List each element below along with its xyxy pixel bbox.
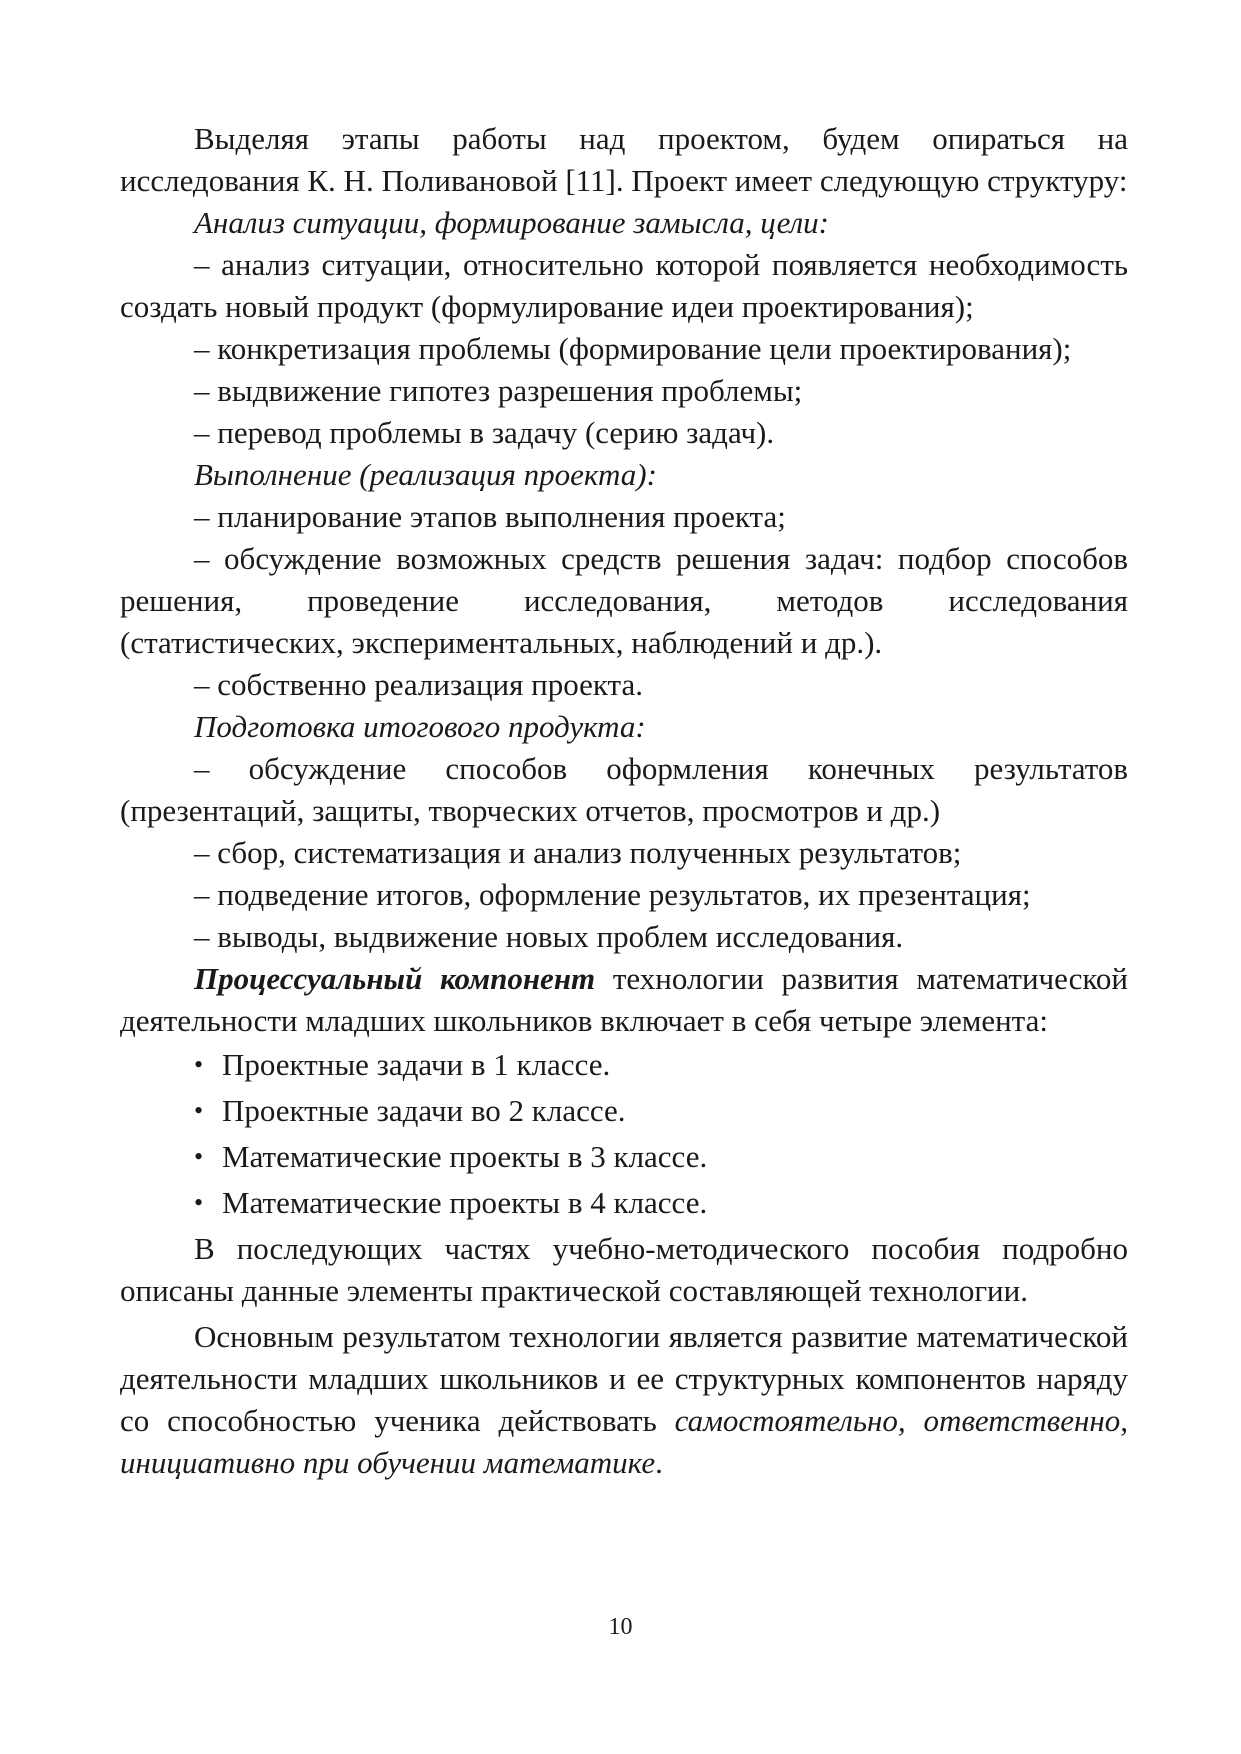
- bullet-icon: •: [194, 1142, 204, 1171]
- bullet-item: [120, 1182, 1128, 1226]
- bullet-icon: •: [194, 1050, 204, 1079]
- list-item: – анализ ситуации, относительно которой появляется необходимость создать новый продукт (формулирование идеи проектирования);: [120, 247, 1128, 324]
- bullet-text: Математические проекты в 3 классе.: [222, 1139, 708, 1174]
- list-item: – конкретизация проблемы (формирование цели проектирования);: [194, 331, 1072, 366]
- process-component-term: Процессуальный компонент: [194, 961, 596, 996]
- process-component-text: технологии развития математической деятельности младших школьников включает в себя четыре элемента:: [120, 961, 1128, 1038]
- section-heading-execution: Выполнение (реализация проекта):: [194, 457, 657, 492]
- section-heading-analysis: Анализ ситуации, формирование замысла, цели:: [194, 205, 829, 240]
- result-text-end: .: [655, 1445, 663, 1480]
- bullet-item: [120, 1136, 1128, 1180]
- subsequent-parts-paragraph: В последующих частях учебно-методического пособия подробно описаны данные элементы практической составляющей технологии.: [120, 1231, 1128, 1308]
- main-text-block: [120, 118, 1128, 1484]
- process-component-paragraph: [120, 958, 1128, 1042]
- section-heading-final-product: Подготовка итогового продукта:: [194, 709, 646, 744]
- list-item: – перевод проблемы в задачу (серию задач).: [194, 415, 775, 450]
- bullet-item: [120, 1044, 1128, 1088]
- list-item: – обсуждение возможных средств решения задач: подбор способов решения, проведение исследования, методов исследования (статистических, экспериментальных, наблюдений и др.).: [120, 541, 1128, 660]
- bullet-text: Математические проекты в 4 классе.: [222, 1185, 708, 1220]
- list-item: – обсуждение способов оформления конечных результатов (презентаций, защиты, творческих отчетов, просмотров и др.): [120, 751, 1128, 828]
- list-item: – планирование этапов выполнения проекта;: [194, 499, 786, 534]
- list-item: – сбор, систематизация и анализ полученных результатов;: [194, 835, 962, 870]
- bullet-icon: •: [194, 1188, 204, 1217]
- bullet-list: [120, 1044, 1128, 1226]
- result-text-italic: самостоятельно, ответственно, инициативно при обучении математике: [120, 1403, 1129, 1480]
- bullet-item: [120, 1090, 1128, 1134]
- bullet-text: Проектные задачи во 2 классе.: [222, 1093, 626, 1128]
- list-item: – подведение итогов, оформление результатов, их презентация;: [194, 877, 1031, 912]
- result-paragraph: [120, 1316, 1128, 1484]
- list-item: – выдвижение гипотез разрешения проблемы;: [194, 373, 803, 408]
- bullet-icon: •: [194, 1096, 204, 1125]
- intro-paragraph: Выделяя этапы работы над проектом, будем опираться на исследования К. Н. Поливановой [11]. Проект имеет следующую структуру:: [120, 121, 1128, 198]
- list-item: – выводы, выдвижение новых проблем исследования.: [194, 919, 904, 954]
- list-item: – собственно реализация проекта.: [194, 667, 643, 702]
- result-text-start: Основным результатом технологии является развитие математической деятельности младших школьников и ее структурных компонентов наряду со способностью ученика действовать: [120, 1319, 1128, 1438]
- page-number: 10: [608, 1614, 633, 1640]
- bullet-text: Проектные задачи в 1 классе.: [222, 1047, 611, 1082]
